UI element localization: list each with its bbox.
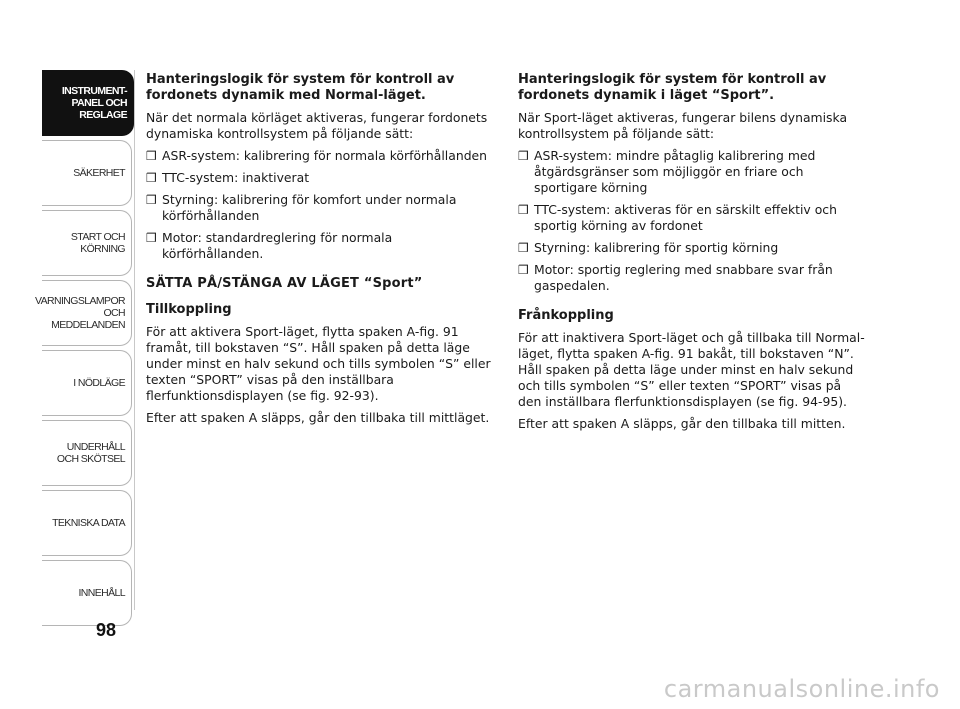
checkbox-bullet-icon: ❒ [518,241,529,255]
activation-title: Tillkoppling [146,302,232,317]
checkbox-bullet-icon: ❒ [146,231,157,245]
checkbox-bullet-icon: ❒ [518,149,529,163]
sport-mode-intro: När Sport-läget aktiveras, fungerar bilens dynamiska kontrollsystem på följande sätt: [518,110,848,141]
list-item: ❒ Styrning: kalibrering för sportig körning [518,240,779,255]
checkbox-bullet-icon: ❒ [518,263,529,277]
left-column [146,72,496,432]
list-item: ❒ Motor: standardreglering för normala körförhållanden. [146,230,393,261]
list-item: ❒ Styrning: kalibrering för komfort under normala körförhållanden [146,192,457,223]
deactivation-title: Frånkoppling [518,308,614,323]
sport-mode-list [518,148,868,294]
list-item: ❒ TTC-system: aktiveras för en särskilt effektiv och sportig körning av fordonet [518,202,837,233]
list-item: ❒ TTC-system: inaktiverat [146,170,310,185]
tab-start-och-korning[interactable]: START OCH KÖRNING [42,210,132,276]
sidebar-divider [134,70,135,610]
right-column [518,72,868,438]
checkbox-bullet-icon: ❒ [146,193,157,207]
sport-mode-heading: Hanteringslogik för system för kontroll av fordonets dynamik i läget “Sport”. [518,72,827,103]
list-item: ❒ Motor: sportig reglering med snabbare svar från gaspedalen. [518,262,833,293]
tab-tekniska-data[interactable]: TEKNISKA DATA [42,490,132,556]
checkbox-bullet-icon: ❒ [146,171,157,185]
normal-mode-heading: Hanteringslogik för system för kontroll av fordonets dynamik med Normal-läget. [146,72,455,103]
checkbox-bullet-icon: ❒ [518,203,529,217]
tab-underhall[interactable]: UNDERHÅLL OCH SKÖTSEL [42,420,132,486]
normal-mode-list [146,148,496,262]
release-paragraph-right: Efter att spaken A släpps, går den tillbaka till mitten. [518,416,846,431]
tab-i-nodlage[interactable]: I NÖDLÄGE [42,350,132,416]
watermark: carmanualsonline.info [663,675,940,703]
page-number: 98 [96,620,117,640]
list-item: ❒ ASR-system: kalibrering för normala körförhållanden [146,148,488,163]
tab-sakerhet[interactable]: SÄKERHET [42,140,132,206]
checkbox-bullet-icon: ❒ [146,149,157,163]
tab-instrumentpanel[interactable]: INSTRUMENT- PANEL OCH REGLAGE [42,70,134,136]
tab-innehall[interactable]: INNEHÅLL [42,560,132,626]
release-paragraph: Efter att spaken A släpps, går den tillbaka till mittläget. [146,410,490,425]
activation-paragraph: För att aktivera Sport-läget, flytta spaken A-fig. 91 framåt, till bokstaven “S”. Håll spaken på detta läge under minst en halv sekund och tills symbolen “S” eller texten “SPORT” visas på den inställbara flerfunktionsdisplayen (se fig. 92-93). [146,324,491,403]
deactivation-paragraph: För att inaktivera Sport-läget och gå tillbaka till Normal-läget, flytta spaken A-fig. 91 bakåt, till bokstaven “N”. Håll spaken på detta läge under minst en halv sekund och tills symbolen “S” eller texten “SPORT” visas på den inställbara flerfunktionsdisplayen (se fig. 94-95). [518,330,865,409]
list-item: ❒ ASR-system: mindre påtaglig kalibrering med åtgärdsgränser som möjliggör en friare och sportigare körning [518,148,816,195]
normal-mode-intro: När det normala körläget aktiveras, fungerar fordonets dynamiska kontrollsystem på följande sätt: [146,110,488,141]
tab-varningslampor[interactable]: VARNINGSLAMPOR OCH MEDDELANDEN [42,280,132,346]
section-title: SÄTTA PÅ/STÄNGA AV LÄGET “Sport” [146,276,423,291]
